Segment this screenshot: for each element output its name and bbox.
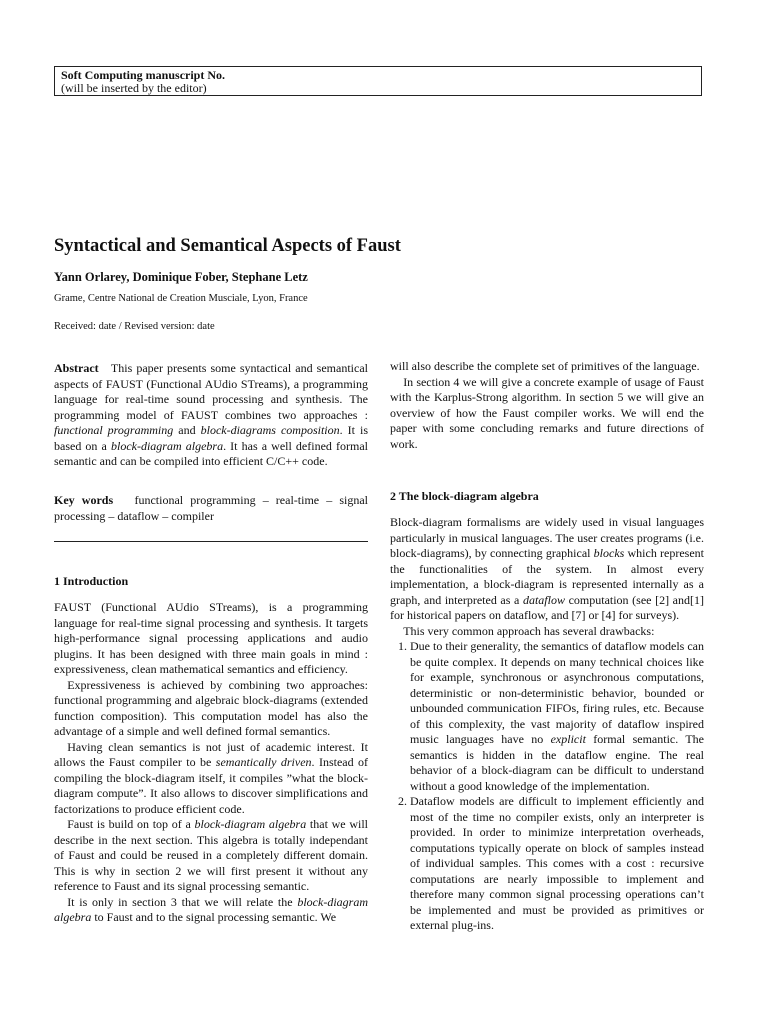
editor-note: (will be inserted by the editor) (61, 81, 207, 95)
right-column-top (390, 359, 704, 452)
authors: Yann Orlarey, Dominique Fober, Stephane Letz (54, 270, 308, 284)
abstract-block (54, 361, 368, 470)
intro-paragraph-2: Expressiveness is achieved by combining two approaches: functional programming and algebraic block-diagrams (extended function composition). This computation model has also the advantage of a simple and well defined formal semantics. (54, 677, 368, 738)
intro-paragraph-3: Having clean semantics is not just of academic interest. It allows the Faust compiler to be semantically driven. Instead of compiling the block-diagram itself, it compiles ”what the block-diagram compute”. It also allows to discover simplifications and factorizations to produce efficient code. (54, 739, 369, 816)
block-diagram-paragraph-2: This very common approach has several drawbacks: (403, 623, 655, 638)
intro-heading: 1 Introduction (54, 574, 129, 588)
right-paragraph-0: will also describe the complete set of primitives of the language. (390, 359, 700, 373)
right-paragraph-1: In section 4 we will give a concrete example of usage of Faust with the Karplus-Strong algorithm. In section 5 we will give an overview of how the Faust compiler works. We will end the paper with some concluding remarks and future directions of work. (390, 374, 704, 451)
keywords: Key words functional programming – real-time – signal processing – dataflow – compiler (54, 493, 369, 523)
intro-paragraph-5: It is only in section 3 that we will relate the block-diagram algebra to Faust and to the signal processing semantic. We (54, 894, 368, 924)
abstract-label: Abstract (54, 361, 99, 375)
affiliation: Grame, Centre National de Creation Musciale, Lyon, France (54, 293, 308, 304)
intro-paragraph-1: FAUST (Functional AUdio STreams), is a programming language for real-time signal processing and synthesis. It targets high-performance signal processing applications and audio plugins. It has been designed with three main goals in mind : expressiveness, clean mathematical semantics and efficiency. (54, 600, 368, 676)
keywords-label: Key words (54, 493, 114, 507)
list-item: 1. Due to their generality, the semantics of dataflow models can be quite complex. It depends on many technical choices like for example, synchronous or asynchronous computations, deterministic or non-deterministic behavior, bounded or unbounded communication FIFOs, firing rules, etc. Because of this complexity, the vast majority of dataflow inspired music languages have no explicit formal semantic. The semantics is hidden in the dataflow engine. The real behavior of a block-diagram can be difficult to understand without a good knowledge of the implementation. (410, 639, 704, 794)
drawbacks-list (390, 639, 704, 934)
received-date: Received: date / Revised version: date (54, 321, 215, 332)
intro-body (54, 600, 368, 926)
manuscript-label: Soft Computing manuscript No. (61, 68, 226, 82)
manuscript-header-box (54, 66, 702, 96)
section-divider (54, 541, 368, 542)
intro-paragraph-4: Faust is build on top of a block-diagram algebra that we will describe in the next section. This algebra is totally independant of Faust and could be reused in a completely different domain. This is why in section 2 we will first present it without any reference to Faust and its signal processing semantic. (54, 817, 369, 893)
list-item: 2. Dataflow models are difficult to implement efficiently and most of the time no compiler exists, only an interpreter is provided. In order to minimize interpretation overheads, computations typically operate on block of samples instead of individual samples. This comes with a cost : recursive computations are nearly impossible to implement and therefore many common signal processing operations can’t be implemented and must be provided as primitives or external plug-ins. (410, 794, 704, 934)
paper-title: Syntactical and Semantical Aspects of Faust (54, 236, 401, 256)
block-diagram-paragraph-1: Block-diagram formalisms are widely used in visual languages particularly in musical languages. The user creates programs (i.e. block-diagrams), by connecting graphical blocks which represent the functionalities of the system. In almost every implementation, a block-diagram is represented internally as a graph, and interpreted as a dataflow computation (see [2] and[1] for historical papers on dataflow, and [7] or [4] for surveys). (390, 515, 704, 622)
block-diagram-heading: 2 The block-diagram algebra (390, 489, 539, 503)
abstract: Abstract This paper presents some syntactical and semantical aspects of FAUST (Functional AUdio STreams), a programming language for real-time sound processing and synthesis. The programming model of FAUST combines two approaches : functional programming and block-diagrams composition. It is based on a block-diagram algebra. It has a well defined formal semantic and can be compiled into efficient C/C++ code. (54, 361, 369, 468)
keywords-block (54, 493, 368, 524)
block-diagram-body (390, 515, 704, 934)
